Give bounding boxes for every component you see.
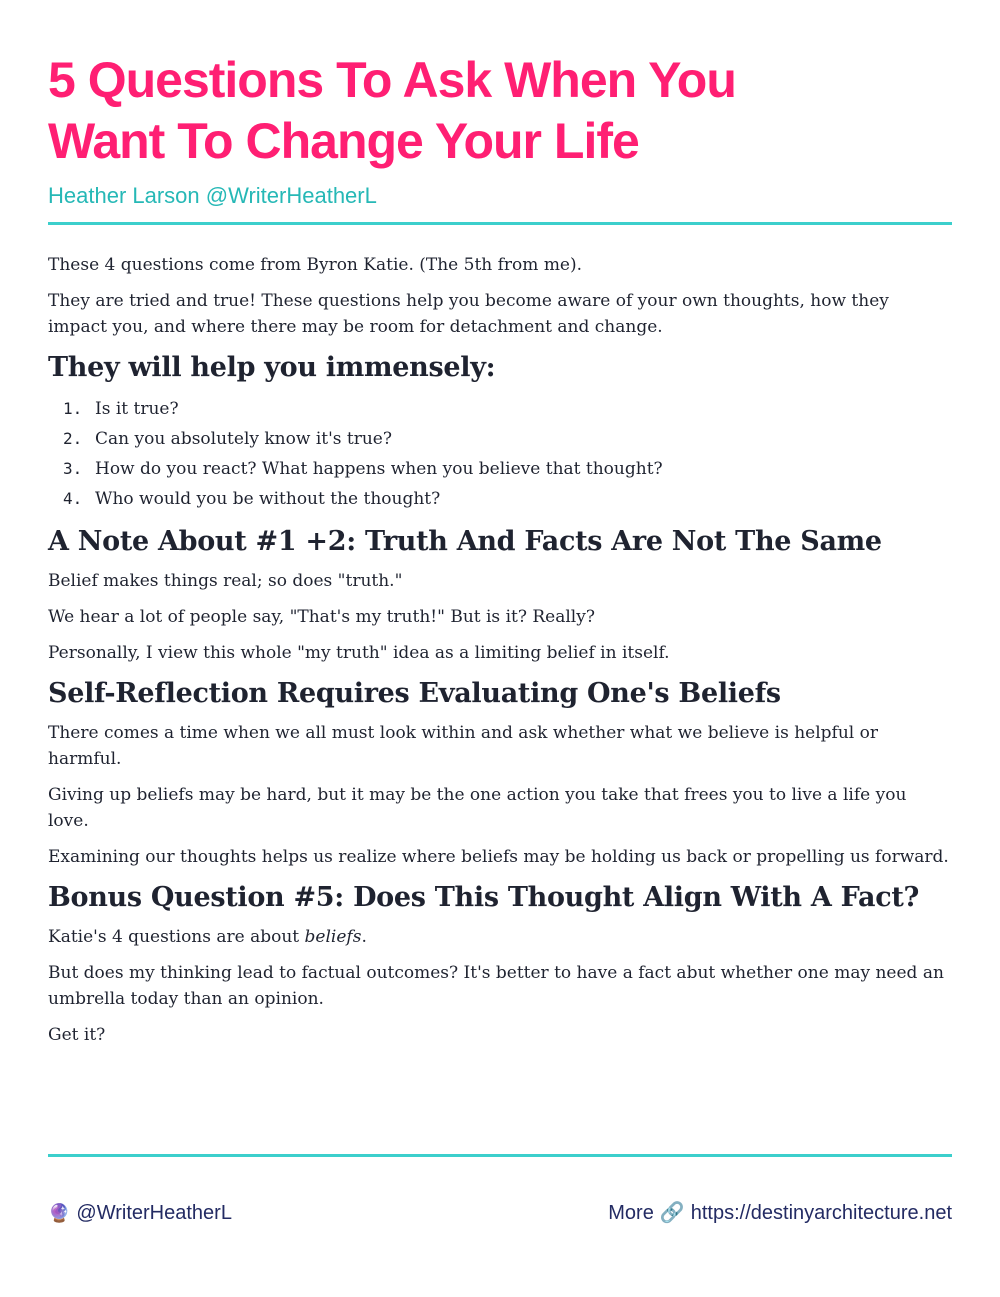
list-item-text: How do you react? What happens when you believe that thought? [95, 459, 663, 479]
footer-handle[interactable] [48, 1199, 232, 1227]
reflection-paragraph-1: There comes a time when we all must look within and ask whether what we believe is helpful or harmful. [48, 723, 878, 769]
bonus-paragraph-2: But does my thinking lead to factual outcomes? It's better to have a fact abut whether one may need an umbrella today than an opinion. [48, 963, 944, 1009]
questions-list [48, 394, 952, 514]
list-item [48, 394, 952, 424]
list-item [48, 454, 952, 484]
intro-paragraph-2: They are tried and true! These questions help you become aware of your own thoughts, how they impact you, and where there may be room for detachment and change. [48, 291, 889, 337]
list-number: 1. [63, 399, 83, 418]
footer-handle-text: @WriterHeatherL [76, 1202, 232, 1224]
page-title [48, 50, 948, 172]
truth-paragraph-1: Belief makes things real; so does "truth." [48, 571, 403, 591]
more-label: More [608, 1202, 654, 1224]
author-byline: Heather Larson @WriterHeatherL [48, 183, 377, 208]
intro-paragraph-1: These 4 questions come from Byron Katie. (The 5th from me). [48, 255, 583, 275]
crystal-ball-icon: 🔮 [48, 1203, 71, 1223]
bonus-paragraph-1 [48, 924, 952, 950]
section-heading-bonus-question: Bonus Question #5: Does This Thought Align With A Fact? [48, 882, 920, 913]
bonus-p1-suffix: . [361, 927, 367, 947]
section-heading-self-reflection: Self-Reflection Requires Evaluating One's Beliefs [48, 678, 781, 709]
list-item-text: Is it true? [95, 399, 179, 419]
list-number: 3. [63, 459, 83, 478]
list-item [48, 424, 952, 454]
list-number: 4. [63, 489, 83, 508]
list-number: 2. [63, 429, 83, 448]
section-heading-questions: They will help you immensely: [48, 352, 496, 383]
footer-divider [48, 1154, 952, 1157]
article-body [48, 252, 952, 1058]
footer-website-link[interactable] [608, 1199, 952, 1227]
reflection-paragraph-2: Giving up beliefs may be hard, but it may be the one action you take that frees you to live a life you love. [48, 785, 907, 831]
title-line-1: 5 Questions To Ask When You [48, 52, 736, 108]
link-icon: 🔗 [659, 1202, 685, 1224]
website-url: https://destinyarchitecture.net [690, 1202, 952, 1224]
header-divider [48, 222, 952, 225]
list-item [48, 484, 952, 514]
emphasis-beliefs: beliefs [304, 927, 362, 947]
list-item-text: Can you absolutely know it's true? [95, 429, 392, 449]
truth-paragraph-2: We hear a lot of people say, "That's my truth!" But is it? Really? [48, 607, 595, 627]
bonus-paragraph-3: Get it? [48, 1025, 106, 1045]
truth-paragraph-3: Personally, I view this whole "my truth" idea as a limiting belief in itself. [48, 643, 670, 663]
bonus-p1-prefix: Katie's 4 questions are about [48, 927, 305, 947]
title-line-2: Want To Change Your Life [48, 113, 639, 169]
list-item-text: Who would you be without the thought? [95, 489, 441, 509]
reflection-paragraph-3: Examining our thoughts helps us realize where beliefs may be holding us back or propelling us forward. [48, 847, 949, 867]
section-heading-truth-facts: A Note About #1 +2: Truth And Facts Are Not The Same [48, 526, 882, 557]
